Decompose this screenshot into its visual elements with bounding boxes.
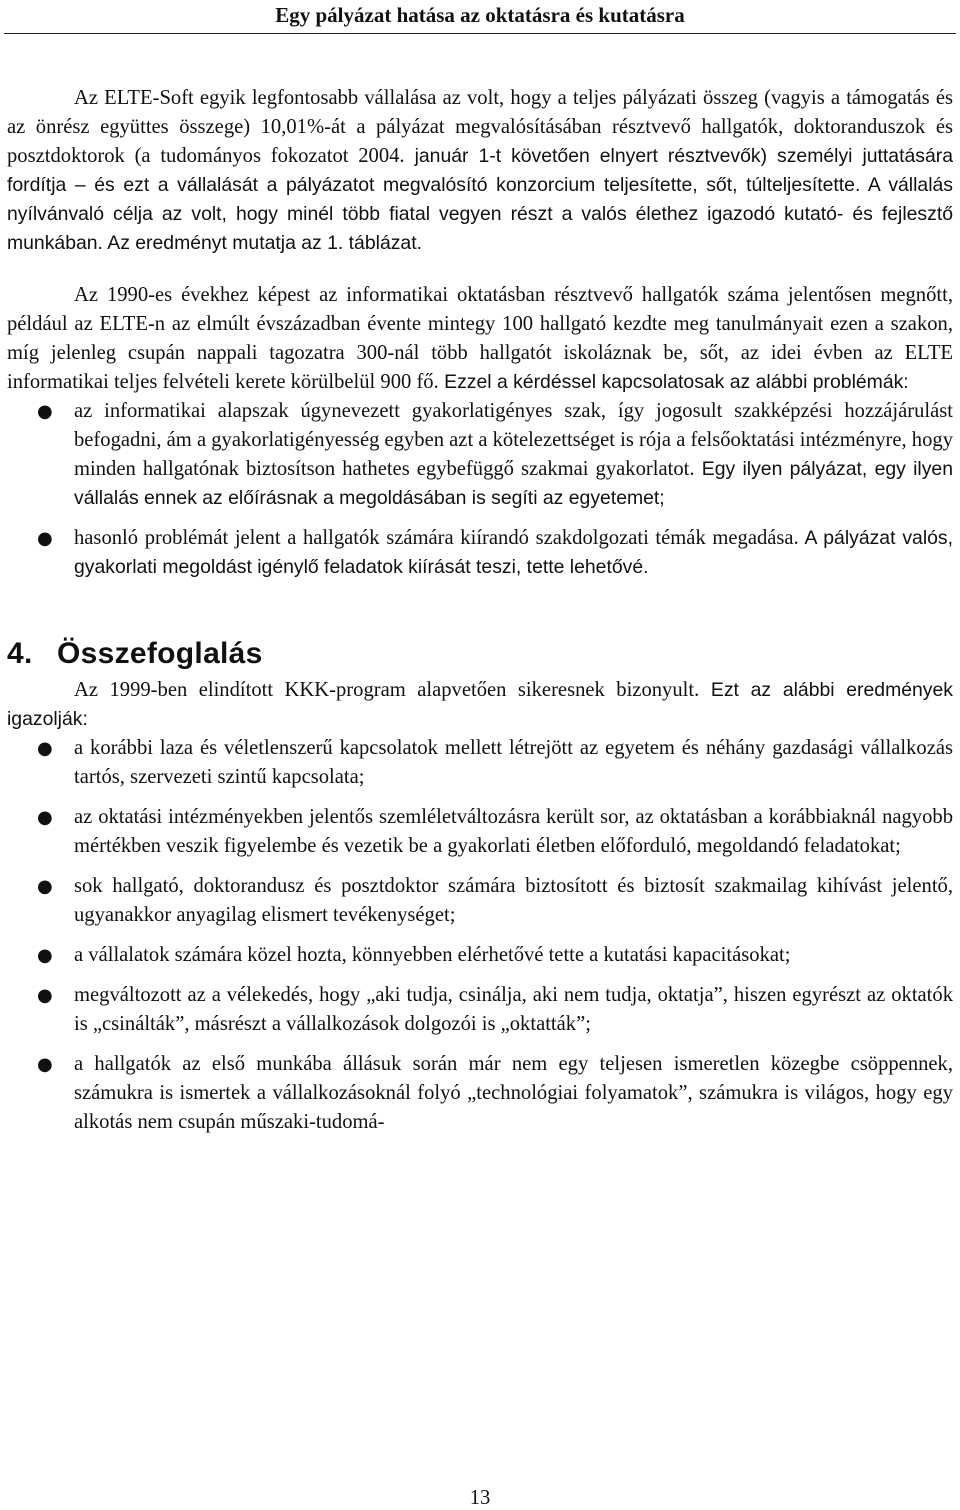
list-item-part-sans: A pályázat valós, gyakorlati megoldást igénylő feladatok kiírását teszi, tette lehetővé. bbox=[74, 527, 953, 578]
list-item-part-sans: Egy ilyen pályázat, egy ilyen vállalás ennek az előírásnak a megoldásában is segíti az egyetemet; bbox=[74, 458, 953, 509]
list-item-text: sok hallgató, doktorandusz és posztdoktor számára biztosított és biztosít szakmailag kihívást jelentő, ugyanakkor anyagilag elismert tevékenységet; bbox=[74, 875, 953, 926]
paragraph-2-part-serif: Az 1990-es évekhez képest az informatikai oktatásban résztvevő hallgatók száma jelentősen megnőtt, például az ELTE-n az elmúlt évszázadban évente mintegy 100 hallgató kezdte meg tanulmányait ezen a szakon, míg jelenleg csupán nappali tagozatra 300-nál több hallgatót iskoláznak be, sőt, az idei évben az ELTE informatikai teljes felvételi kerete körülbelül 900 fő. bbox=[7, 284, 953, 393]
list-item bbox=[7, 1050, 953, 1137]
list-item bbox=[7, 803, 953, 861]
bullet-icon: ● bbox=[37, 945, 53, 966]
list-item bbox=[7, 872, 953, 930]
running-header: Egy pályázat hatása az oktatásra és kutatásra bbox=[275, 3, 685, 27]
list-item-text: a hallgatók az első munkába állásuk során már nem egy teljesen ismeretlen közegbe csöppennek, számukra is ismertek a vállalkozásoknál folyó „technológiai folyamatok”, számukra is világos, hogy egy alkotás nem csupán műszaki-tudomá- bbox=[74, 1053, 953, 1133]
list-item-text: az oktatási intézményekben jelentős szemléletváltozásra került sor, az oktatásban a korábbiaknál nagyobb mértékben veszik figyelembe és vezetik be a gyakorlati életben előforduló, megoldandó feladatokat; bbox=[74, 806, 953, 857]
bullet-icon: ● bbox=[37, 1054, 53, 1075]
list-item bbox=[7, 397, 953, 513]
bullet-icon: ● bbox=[37, 876, 53, 897]
section-number: 4. bbox=[7, 637, 33, 670]
summary-part-serif: Az 1999-ben elindított KKK-program alapvetően sikeresnek bizonyult. bbox=[74, 679, 700, 701]
list-item-part-serif: az informatikai alapszak úgynevezett gyakorlatigényes szak, így jogosult szakképzési hozzájárulást befogadni, ám a gyakorlatigényesség egyben azt a kötelezettséget is rója a felsőoktatási intézményre, hogy minden hallgatónak biztosítson hathetes egybefüggő szakmai gyakorlatot. bbox=[74, 400, 953, 480]
list-item bbox=[7, 981, 953, 1039]
paragraph-1-part-sans: január 1-t követően elnyert résztvevők) személyi juttatására fordítja – és ezt a vállalását a pályázatot megvalósító konzorcium teljesítette, sőt, túlteljesítette. A vállalás nyílvánvaló célja az volt, hogy minél több fiatal vegyen részt a valós élethez igazodó kutató- és fejlesztő munkában. Az eredményt mutatja az 1. táblázat. bbox=[7, 145, 953, 254]
paragraph-1 bbox=[7, 84, 953, 258]
bullet-icon: ● bbox=[37, 738, 53, 759]
list-item-text: a vállalatok számára közel hozta, könnyebben elérhetővé tette a kutatási kapacitásokat; bbox=[74, 944, 791, 966]
paragraph-2 bbox=[7, 281, 953, 397]
list-item bbox=[7, 734, 953, 792]
page-number: 13 bbox=[469, 1487, 491, 1509]
list-item-text: megváltozott az a vélekedés, hogy „aki tudja, csinálja, aki nem tudja, oktatja”, hiszen egyrészt az oktatók is „csinálták”, másrészt a vállalkozások dolgozói is „oktatták”; bbox=[74, 984, 953, 1035]
results-list bbox=[7, 734, 953, 1137]
section-title: Összefoglalás bbox=[57, 637, 263, 670]
paragraph-2-part-sans: Ezzel a kérdéssel kapcsolatosak az alábbi problémák: bbox=[438, 371, 909, 393]
bullet-icon: ● bbox=[37, 401, 53, 422]
page-body bbox=[7, 84, 953, 1148]
list-item bbox=[7, 524, 953, 582]
section-heading bbox=[7, 635, 953, 673]
summary-part-sans: Ezt az alábbi eredmények igazolják: bbox=[7, 679, 953, 730]
paragraph-1-part-serif: Az ELTE-Soft egyik legfontosabb vállalása az volt, hogy a teljes pályázati összeg (vagyis a támogatás és az önrész együttes összege) 10,01%-át a pályázat megvalósításában résztvevő hallgatók, doktoranduszok és posztdoktorok (a tudományos fokozatot 2004. bbox=[7, 87, 953, 167]
list-item-part-serif: hasonló problémát jelent a hallgatók számára kiírandó szakdolgozati témák megadása. bbox=[74, 527, 799, 549]
bullet-icon: ● bbox=[37, 985, 53, 1006]
summary-paragraph bbox=[7, 676, 953, 734]
problems-list bbox=[7, 397, 953, 582]
bullet-icon: ● bbox=[37, 807, 53, 828]
bullet-icon: ● bbox=[37, 528, 53, 549]
list-item bbox=[7, 941, 953, 970]
list-item-text: a korábbi laza és véletlenszerű kapcsolatok mellett létrejött az egyetem és néhány gazdasági vállalkozás tartós, szervezeti szintű kapcsolata; bbox=[74, 737, 953, 788]
header-divider bbox=[4, 33, 956, 34]
